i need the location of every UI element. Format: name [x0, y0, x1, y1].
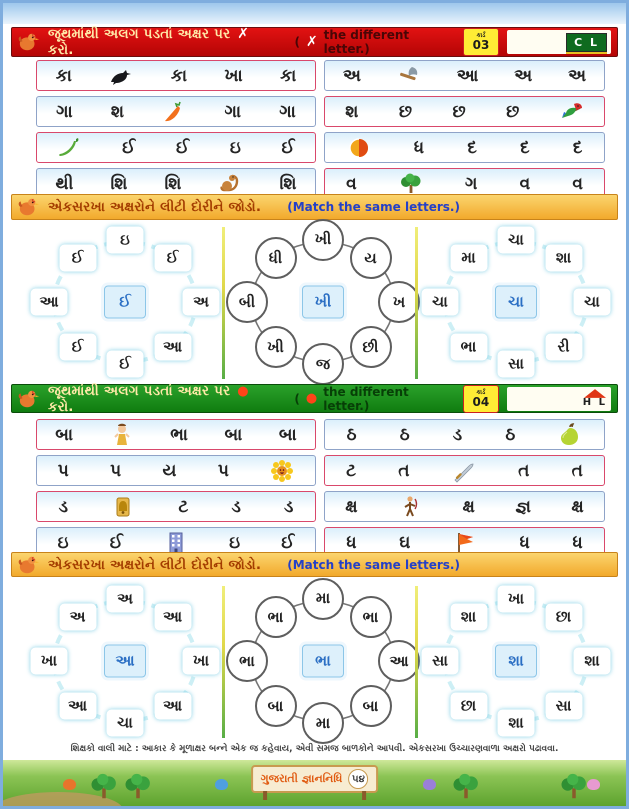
crow-icon [109, 64, 133, 88]
letter-cell[interactable]: ક્ષ [462, 496, 475, 517]
match-center-letter[interactable]: શા [495, 645, 537, 678]
axe-icon [397, 64, 421, 88]
letter-row [36, 491, 316, 522]
letter-cell[interactable]: ઈ [122, 137, 136, 158]
match-letter[interactable]: બી [226, 281, 268, 323]
task-banner-different-letter-circle [11, 384, 618, 413]
tree-icon [559, 772, 589, 802]
letter-cell[interactable]: બા [224, 424, 243, 445]
match-letter[interactable]: ખ [378, 281, 420, 323]
match-letter[interactable]: ચા [498, 226, 535, 253]
sunflower-icon [270, 459, 294, 483]
match-banner-2 [11, 552, 618, 577]
letter-row [324, 419, 605, 450]
letter-cell[interactable]: ધ [572, 532, 583, 553]
letter-cell[interactable]: ઈ [281, 532, 295, 553]
letter-cell[interactable]: અ [342, 65, 361, 86]
letter-cell[interactable]: ડ [284, 496, 294, 517]
letter-cell[interactable]: થી [55, 173, 74, 194]
match-letter[interactable]: ખી [255, 326, 297, 368]
letter-row [324, 491, 605, 522]
letter-cell[interactable]: વ [346, 173, 357, 194]
match-letter[interactable]: ખા [31, 648, 68, 675]
letter-cell[interactable]: શ [345, 101, 359, 122]
match-letter[interactable]: સા [498, 351, 535, 378]
match-letter[interactable]: ભા [350, 596, 392, 638]
match-letter[interactable]: અ [59, 604, 96, 631]
match-letter[interactable]: ઇ [107, 226, 144, 253]
carrot-icon [162, 100, 186, 124]
rooster-icon [18, 554, 40, 576]
match-letter[interactable]: છી [350, 326, 392, 368]
letter-row [324, 60, 605, 91]
match-center-letter[interactable]: ખી [302, 286, 344, 319]
letter-cell[interactable]: ગા [279, 101, 296, 122]
letter-cell[interactable]: છ [398, 101, 412, 122]
task-instruction-gujarati: જૂથમાંથી અલગ પડતાં અક્ષર પર ● કરો. [48, 382, 249, 415]
match-center-letter[interactable]: ભા [302, 645, 344, 678]
letter-cell[interactable]: ત [571, 460, 583, 481]
match-cluster [30, 583, 220, 739]
match-letter[interactable]: અ [107, 585, 144, 612]
card-number-badge: કાર્ડ 03 [463, 28, 498, 56]
letter-cell[interactable]: ઈ [175, 137, 190, 158]
cl-logo: C L [566, 33, 607, 52]
hen-icon [63, 779, 76, 790]
match-instruction-english: (Match the same letters.) [287, 200, 460, 214]
task-banner-different-letter-x [11, 27, 618, 57]
letter-row [36, 60, 316, 91]
tree-icon [123, 772, 153, 802]
bird-icon [215, 779, 228, 790]
match-letter[interactable]: સા [545, 693, 582, 720]
letter-rows-left [36, 419, 316, 558]
doll-icon [110, 423, 134, 447]
letter-cell[interactable]: ટ [346, 460, 357, 481]
match-letter[interactable]: શા [545, 245, 582, 272]
letter-cell[interactable]: છ [506, 101, 520, 122]
logo-panel [507, 387, 611, 411]
page-number: ૫૪ [348, 769, 368, 789]
circle-mark: ● [305, 391, 318, 406]
letter-cell[interactable]: ધ [519, 532, 530, 553]
flag-icon [453, 531, 477, 555]
match-center-letter[interactable]: ઈ [104, 286, 146, 319]
match-letter[interactable]: આ [59, 693, 96, 720]
match-letter[interactable]: મા [302, 702, 344, 744]
letter-cell[interactable]: દ [520, 137, 530, 158]
match-instruction-gujarati: એકસરખા અક્ષરોને લીટી દોરીને જોડો. [48, 556, 262, 573]
tree-icon [451, 772, 481, 802]
letter-row [324, 96, 605, 127]
match-letter[interactable]: મા [450, 245, 487, 272]
letter-cell[interactable]: ત [398, 460, 410, 481]
letter-cell[interactable]: પ [217, 460, 229, 481]
letter-cell[interactable]: ઠ [399, 424, 410, 445]
chilli-icon [57, 136, 81, 160]
match-letter[interactable]: ખી [302, 219, 344, 261]
letter-cell[interactable]: છ [452, 101, 466, 122]
letter-rows-right [324, 60, 605, 199]
letter-cell[interactable]: ત [518, 460, 530, 481]
pear-icon [558, 423, 582, 447]
letter-rows-right [324, 419, 605, 558]
match-letter[interactable]: બા [350, 685, 392, 727]
letter-row [36, 96, 316, 127]
match-letter[interactable]: અ [183, 289, 220, 316]
match-letter[interactable]: ઈ [59, 245, 96, 272]
ball-icon [347, 136, 371, 160]
book-title: ગુજરાતી જ્ઞાનનિધિ [260, 772, 343, 785]
match-banner-1 [11, 194, 618, 220]
match-letter[interactable]: શા [450, 604, 487, 631]
letter-cell[interactable]: ભા [170, 424, 188, 445]
match-letter[interactable]: બા [255, 685, 297, 727]
letter-cell[interactable]: પ [57, 460, 69, 481]
match-letter[interactable]: રી [545, 334, 582, 361]
letter-cell[interactable]: અ [514, 65, 533, 86]
letter-cell[interactable]: પ [110, 460, 122, 481]
letter-cell[interactable]: ઇ [57, 532, 69, 553]
letter-row [36, 132, 316, 163]
parrot-icon [560, 100, 584, 124]
letter-cell[interactable]: ડ [231, 496, 241, 517]
letter-cell[interactable]: ઇ [229, 137, 241, 158]
letter-cell[interactable]: ધ [346, 532, 357, 553]
tree-icon [399, 172, 423, 196]
match-letter[interactable]: ચા [107, 710, 144, 737]
letter-cell[interactable]: દ [572, 137, 583, 158]
letter-row [36, 455, 316, 486]
logo-panel [507, 30, 611, 54]
section-divider [222, 586, 225, 738]
hl-home-logo: H L [583, 389, 607, 408]
bird-icon [423, 779, 436, 790]
match-letter[interactable]: છા [545, 604, 582, 631]
match-letter[interactable]: ધી [255, 237, 297, 279]
match-letter[interactable]: મા [302, 578, 344, 620]
match-letter[interactable]: શા [574, 648, 611, 675]
section-divider [222, 227, 225, 379]
match-letter[interactable]: આ [154, 334, 191, 361]
match-letter[interactable]: ય [350, 237, 392, 279]
letter-cell[interactable]: ઘ [399, 532, 411, 553]
letter-cell[interactable]: વ [572, 173, 583, 194]
letter-cell[interactable]: ઇ [229, 532, 241, 553]
letter-cell[interactable]: ધ [413, 137, 425, 158]
letter-rows-left [36, 60, 316, 199]
letter-cell[interactable]: ગ [464, 173, 478, 194]
letter-cell[interactable]: જ્ઞ [515, 496, 531, 517]
letter-cell[interactable]: કા [55, 65, 72, 86]
section-divider [415, 227, 418, 379]
letter-cell[interactable]: કા [280, 65, 297, 86]
match-instruction-gujarati: એકસરખા અક્ષરોને લીટી દોરીને જોડો. [48, 199, 262, 215]
match-letter[interactable]: ભા [255, 596, 297, 638]
match-letter[interactable]: છા [450, 693, 487, 720]
match-cluster [421, 224, 611, 380]
match-cluster [421, 583, 611, 739]
x-mark: ✗ [237, 26, 250, 42]
match-letter[interactable]: ભા [226, 640, 268, 682]
letter-cell[interactable]: કા [170, 65, 188, 86]
match-letter[interactable]: ચા [574, 289, 611, 316]
rooster-icon [18, 388, 40, 410]
letter-cell[interactable]: અ [568, 65, 587, 86]
match-letter[interactable]: ખા [498, 585, 535, 612]
building-icon [164, 531, 188, 555]
page-signboard [251, 765, 379, 793]
letter-cell[interactable]: શિ [110, 173, 128, 194]
match-letter[interactable]: શા [498, 710, 535, 737]
match-cluster [228, 224, 418, 380]
task-instruction-english: ( ✗ the different letter.) [294, 28, 410, 56]
letter-cell[interactable]: દ [467, 137, 477, 158]
letter-cell[interactable]: શિ [164, 173, 182, 194]
letter-cell[interactable]: ડ [58, 496, 68, 517]
match-center-letter[interactable]: ચા [495, 286, 537, 319]
letter-cell[interactable]: ઈ [109, 532, 123, 553]
archer-icon [398, 495, 422, 519]
squirrel-icon [218, 172, 242, 196]
sky-strip [3, 3, 626, 24]
letter-cell[interactable]: ક્ષ [571, 496, 584, 517]
match-letter[interactable]: ભા [450, 334, 487, 361]
sword-icon [452, 459, 476, 483]
letter-row [324, 455, 605, 486]
section-divider [415, 586, 418, 738]
match-letter[interactable]: ચા [422, 289, 459, 316]
match-letter[interactable]: આ [378, 640, 420, 682]
card-number-badge: કાર્ડ 04 [463, 385, 498, 413]
letter-cell[interactable]: શ [110, 101, 125, 122]
match-letter[interactable]: સા [422, 648, 459, 675]
circle-mark: ● [237, 383, 249, 399]
rooster-icon [18, 31, 40, 53]
match-letter[interactable]: આ [154, 604, 191, 631]
bird-icon [587, 779, 600, 790]
match-letter[interactable]: ઈ [59, 334, 96, 361]
letter-cell[interactable]: શિ [279, 173, 297, 194]
letter-cell[interactable]: ઠ [346, 424, 357, 445]
letter-cell[interactable]: આ [456, 65, 479, 86]
landscape-footer [3, 760, 626, 806]
letter-cell[interactable]: બા [55, 424, 74, 445]
letter-cell[interactable]: ઈ [281, 137, 295, 158]
letter-cell[interactable]: ગા [56, 101, 73, 122]
letter-row [324, 132, 605, 163]
task-instruction-english: ( ● the different letter.) [294, 384, 409, 413]
letter-cell[interactable]: વ [519, 173, 531, 194]
letter-cell[interactable]: બા [278, 424, 297, 445]
teacher-note: શિક્ષકો વાલી માટે : આકાર કે મૂળાક્ષર બન્ને એક જ કહેવાય, એવી સમજ બાળકોને આપવી. એકસરખા ઉચ્ચારણવાળા અક્ષરો પઢાવવા. [70, 744, 559, 754]
match-letter[interactable]: ખા [183, 648, 220, 675]
match-cluster [228, 583, 418, 739]
match-letter[interactable]: ઈ [107, 351, 144, 378]
letter-cell[interactable]: ઠ [505, 424, 516, 445]
x-mark: ✗ [305, 34, 318, 50]
letter-cell[interactable]: ખા [224, 65, 243, 86]
letter-cell[interactable]: ડ [452, 424, 463, 445]
letter-cell[interactable]: ટ [178, 496, 189, 517]
bell-icon [111, 495, 135, 519]
match-letter[interactable]: જ [302, 343, 344, 385]
task-instruction-gujarati: જૂથમાંથી અલગ પડતાં અક્ષર પર ✗ કરો. [48, 26, 250, 58]
match-letter[interactable]: ઈ [154, 245, 191, 272]
match-cluster [30, 224, 220, 380]
match-instruction-english: (Match the same letters.) [287, 557, 460, 572]
rooster-icon [18, 196, 40, 218]
match-letter[interactable]: આ [31, 289, 68, 316]
match-center-letter[interactable]: આ [104, 645, 146, 678]
letter-cell[interactable]: ક્ષ [345, 496, 358, 517]
match-letter[interactable]: આ [154, 693, 191, 720]
letter-row [36, 419, 316, 450]
letter-cell[interactable]: ગા [224, 101, 242, 122]
tree-icon [89, 772, 119, 802]
letter-cell[interactable]: ય [162, 460, 177, 481]
